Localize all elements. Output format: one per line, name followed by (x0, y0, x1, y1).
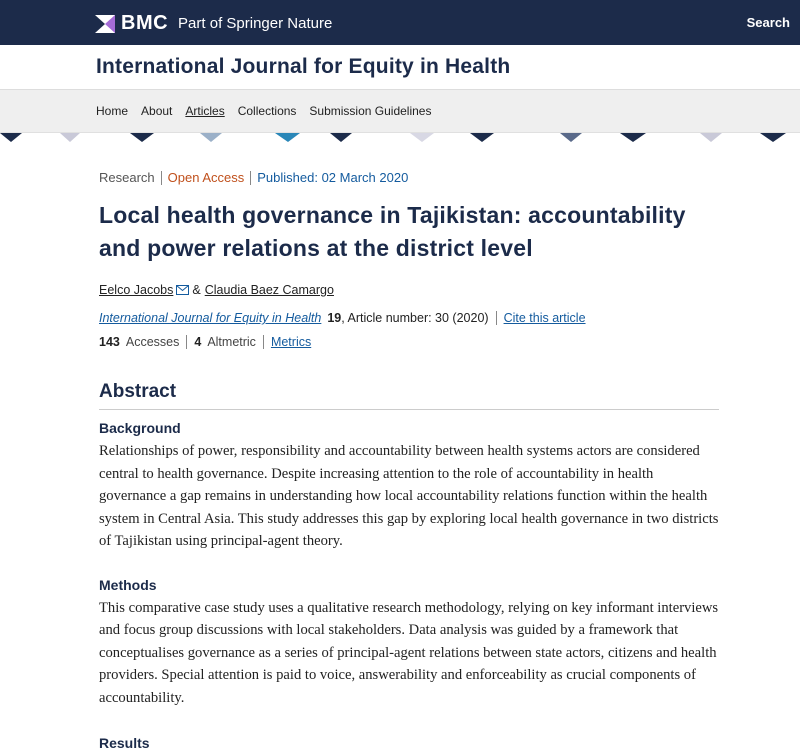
metrics-link[interactable]: Metrics (270, 335, 312, 349)
envelope-icon[interactable] (176, 285, 189, 295)
nav-item-collections[interactable]: Collections (237, 104, 297, 118)
cite-this-article-link[interactable]: Cite this article (503, 311, 586, 325)
author-link-1[interactable]: Eelco Jacobs (99, 283, 174, 297)
article-type: Research (99, 170, 155, 185)
article-meta (99, 170, 719, 185)
journal-nav (0, 90, 800, 133)
citation-journal-link[interactable]: International Journal for Equity in Health (99, 311, 322, 325)
open-access-badge: Open Access (167, 170, 245, 185)
section-heading-results: Results (99, 735, 150, 751)
citation-line (99, 311, 719, 325)
divider (250, 171, 251, 185)
journal-header (0, 45, 800, 90)
divider (186, 335, 187, 349)
citation-volume: 19 (327, 311, 342, 325)
section-text-background: Relationships of power, responsibility and accountability between health systems actors are considered central to health governance. Despite increasing attention to the role of accountability in health governance a gap remains in understanding how local accountability relations function within the health system in Central Asia. This study addresses this gap by exploring local health governance in two districts of Tajikistan using principal-agent theory. (99, 443, 719, 549)
published-date: Published: 02 March 2020 (257, 170, 409, 185)
nav-item-home[interactable]: Home (96, 104, 129, 118)
abstract-heading: Abstract (99, 381, 719, 410)
divider (496, 311, 497, 325)
section-heading-methods: Methods (99, 576, 157, 593)
pattern-graphic (0, 133, 800, 142)
author-link-2[interactable]: Claudia Baez Camargo (204, 283, 334, 297)
article-main (99, 170, 719, 755)
divider (263, 335, 264, 349)
article-metrics (99, 335, 719, 349)
accesses-count: 143 (99, 335, 120, 349)
journal-title[interactable]: International Journal for Equity in Health (96, 55, 511, 78)
search-link[interactable]: Search (746, 15, 790, 30)
nav-item-about[interactable]: About (141, 104, 173, 118)
bmc-logo-icon (95, 15, 115, 33)
accesses-label: Accesses (125, 335, 180, 349)
author-list (99, 283, 719, 297)
decorative-pattern-band (0, 133, 800, 142)
altmetric-label: Altmetric (207, 335, 256, 349)
brand-subtitle: Part of Springer Nature (178, 15, 333, 32)
article-title: Local health governance in Tajikistan: accountability and power relations at the district level (99, 202, 686, 261)
top-bar (0, 0, 800, 45)
altmetric-count: 4 (194, 335, 202, 349)
nav-item-submission-guidelines[interactable]: Submission Guidelines (309, 104, 432, 118)
nav-item-articles[interactable]: Articles (185, 104, 225, 118)
divider (161, 171, 162, 185)
citation-details: , Article number: 30 (2020) (341, 311, 489, 325)
bmc-logo[interactable] (95, 12, 332, 35)
brand-name: BMC (121, 12, 169, 34)
section-text-methods: This comparative case study uses a qualitative research methodology, relying on key informant interviews and focus group discussions with local stakeholders. Data analysis was guided by a framework that conceptualises governance as a series of principal-agent relations between state actors, citizens and health providers. Special attention is paid to voice, answerability and enforceability as crucial components of accountability. (99, 599, 719, 706)
section-heading-background: Background (99, 420, 181, 436)
author-joiner: & (192, 283, 201, 297)
